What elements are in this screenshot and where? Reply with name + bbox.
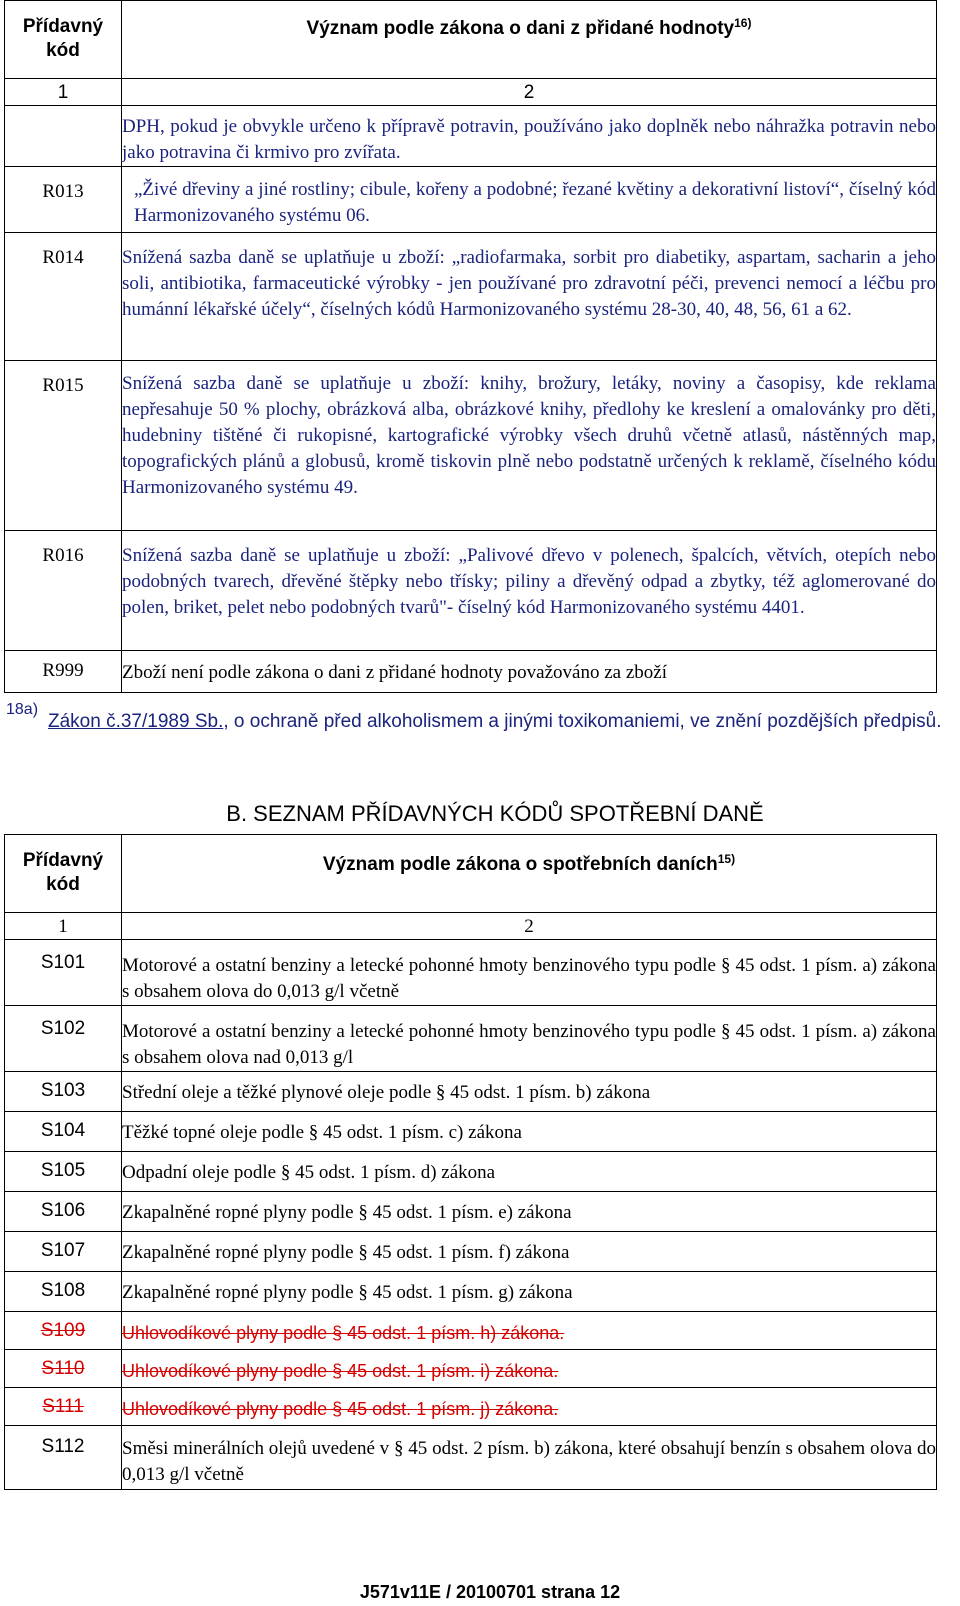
row-text-deleted: Uhlovodíkové plyny podle § 45 odst. 1 písm. j) zákona. — [122, 1388, 937, 1426]
row-code: R015 — [5, 361, 122, 531]
row-code: R014 — [5, 233, 122, 361]
row-code: S107 — [5, 1232, 122, 1272]
header-meaning — [122, 1, 937, 79]
row-code: R016 — [5, 531, 122, 651]
row-code: S105 — [5, 1152, 122, 1192]
row-text: Zkapalněné ropné plyny podle § 45 odst. 1 písm. g) zákona — [122, 1272, 937, 1312]
row-text: „Živé dřeviny a jiné rostliny; cibule, kořeny a podobné; řezané květiny a dekorativní listoví“, číselný kód Harmonizovaného systému 06. — [122, 167, 937, 233]
row-text: DPH, pokud je obvykle určeno k přípravě potravin, používáno jako doplněk nebo náhražka potravin nebo jako potravina či krmivo pro zvířata. — [122, 106, 937, 167]
row-code-deleted: S111 — [5, 1388, 122, 1426]
row-text: Snížená sazba daně se uplatňuje u zboží: knihy, brožury, letáky, noviny a časopisy, kde reklama nepřesahuje 50 % plochy, obrázková alba, obrázkové knihy, předlohy ke kreslení a omalovánky pro děti, hudebniny tištěné či rukopisné, kartografické výrobky všech druhů včetně atlasů, nástěnných map, topografických plánů a globusů, kromě tiskovin plně nebo podstatně určených k reklamě, číselného kódu Harmonizovaného systému 49. — [122, 361, 937, 531]
col-number-1: 1 — [5, 913, 122, 940]
row-code: S112 — [5, 1426, 122, 1490]
row-text: Odpadní oleje podle § 45 odst. 1 písm. d) zákona — [122, 1152, 937, 1192]
row-code: S106 — [5, 1192, 122, 1232]
excise-codes-table — [4, 834, 937, 1490]
row-text: Zboží není podle zákona o dani z přidané hodnoty považováno za zboží — [122, 651, 937, 693]
row-code: R999 — [5, 651, 122, 693]
page-footer: J571v11E / 20100701 strana 12 — [359, 1582, 621, 1602]
row-code: S103 — [5, 1072, 122, 1112]
footnote-mark: 18a) — [6, 701, 39, 718]
row-code: S101 — [5, 940, 122, 1006]
row-text: Zkapalněné ropné plyny podle § 45 odst. 1 písm. e) zákona — [122, 1192, 937, 1232]
row-text: Motorové a ostatní benziny a letecké pohonné hmoty benzinového typu podle § 45 odst. 1 písm. a) zákona s obsahem olova do 0,013 g/l včetně — [122, 940, 937, 1006]
row-text-deleted: Uhlovodíkové plyny podle § 45 odst. 1 písm. h) zákona. — [122, 1312, 937, 1350]
row-text: Těžké topné oleje podle § 45 odst. 1 písm. c) zákona — [122, 1112, 937, 1152]
header-code: Přídavný kód — [5, 835, 122, 913]
row-text: Motorové a ostatní benziny a letecké pohonné hmoty benzinového typu podle § 45 odst. 1 písm. a) zákona s obsahem olova nad 0,013 g/l — [122, 1006, 937, 1072]
row-code — [5, 106, 122, 167]
vat-codes-table — [4, 0, 937, 693]
footnote-law-link[interactable]: Zákon č.37/1989 Sb. — [48, 711, 224, 732]
col-number-2: 2 — [122, 79, 937, 106]
row-text: Střední oleje a těžké plynové oleje podle § 45 odst. 1 písm. b) zákona — [122, 1072, 937, 1112]
header-meaning-text: Význam podle zákona o spotřebních daních — [322, 853, 718, 875]
row-text: Směsi minerálních olejů uvedené v § 45 odst. 2 písm. b) zákona, které obsahují benzín s obsahem olova do 0,013 g/l včetně — [122, 1426, 937, 1490]
row-text: Zkapalněné ropné plyny podle § 45 odst. 1 písm. f) zákona — [122, 1232, 937, 1272]
row-text: Snížená sazba daně se uplatňuje u zboží: „radiofarmaka, sorbit pro diabetiky, aspartam, sacharin a jeho soli, antibiotika, farmaceutické výrobky - jen používané pro zdravotní péči, prevenci nemocí a léčbu pro humánní lékařské účely“, číselných kódů Harmonizovaného systému 28-30, 40, 48, 56, 61 a 62. — [122, 233, 937, 361]
row-code: S108 — [5, 1272, 122, 1312]
section-b-title: B. SEZNAM PŘÍDAVNÝCH KÓDŮ SPOTŘEBNÍ DANĚ — [226, 801, 764, 826]
row-code: R013 — [5, 167, 122, 233]
footnote-body — [48, 709, 943, 735]
footnote-text: , o ochraně před alkoholismem a jinými toxikomaniemi, ve znění pozdějších předpisů. — [223, 711, 942, 732]
row-text: Snížená sazba daně se uplatňuje u zboží: „Palivové dřevo v polenech, špalcích, větvích, otepích nebo podobných tvarech, dřevěné štěpky nebo třísky; piliny a dřevěný odpad a zbytky, též aglomerované do polen, briket, pelet nebo podobných tvarů"- číselný kód Harmonizovaného systému 4401. — [122, 531, 937, 651]
col-number-2: 2 — [122, 913, 937, 940]
header-meaning — [122, 835, 937, 913]
row-code-deleted: S110 — [5, 1350, 122, 1388]
row-code-deleted: S109 — [5, 1312, 122, 1350]
row-code: S102 — [5, 1006, 122, 1072]
header-code: Přídavný kód — [5, 1, 122, 79]
header-footnote-ref: 15) — [717, 851, 736, 866]
row-text-deleted: Uhlovodíkové plyny podle § 45 odst. 1 písm. i) zákona. — [122, 1350, 937, 1388]
header-footnote-ref: 16) — [734, 15, 752, 30]
col-number-1: 1 — [5, 79, 122, 106]
header-meaning-text: Význam podle zákona o dani z přidané hodnoty — [306, 17, 735, 39]
row-code: S104 — [5, 1112, 122, 1152]
